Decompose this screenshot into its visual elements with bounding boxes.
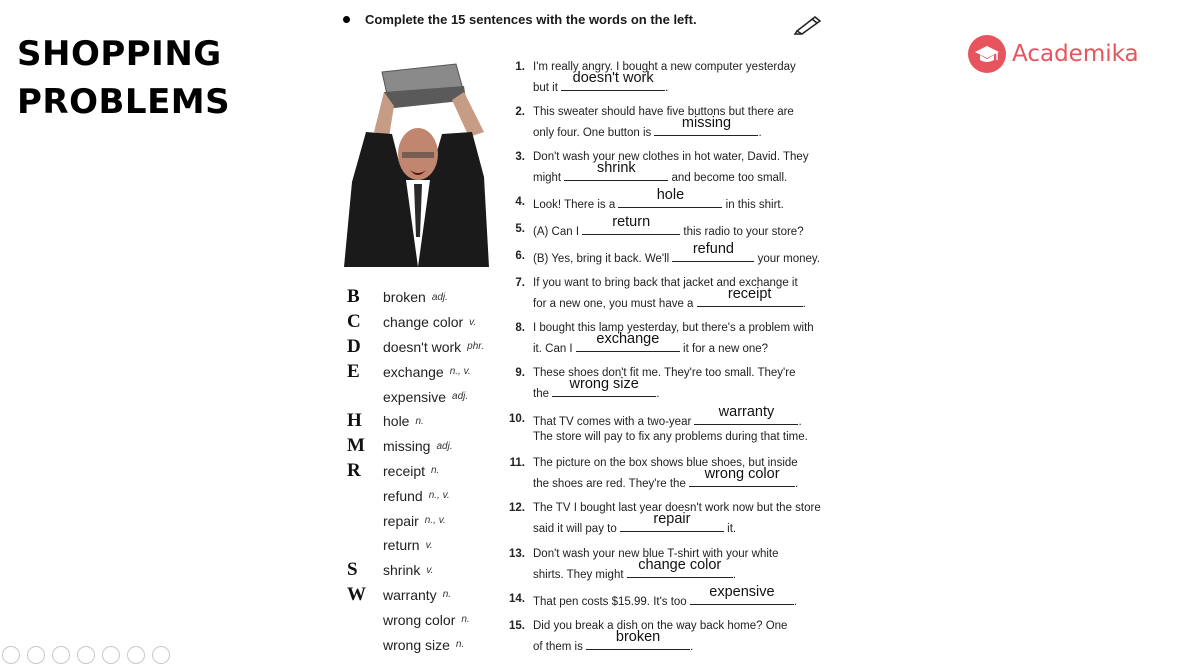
answer-blank[interactable]: exchange xyxy=(576,337,680,352)
answer-blank[interactable]: receipt xyxy=(697,292,803,307)
angry-man-with-laptop-image xyxy=(344,62,489,267)
slides-icon[interactable] xyxy=(77,646,95,664)
instruction xyxy=(343,12,697,27)
answer-blank[interactable]: hole xyxy=(618,193,722,208)
word-list-item: wrong size n. xyxy=(383,636,465,653)
instruction-text: Complete the 15 sentences with the words on the left. xyxy=(365,12,697,27)
word-list-item: W warranty n. xyxy=(347,583,452,605)
answer-blank[interactable]: missing xyxy=(654,121,758,136)
graduation-cap-icon xyxy=(968,35,1006,73)
word-list-item: return v. xyxy=(383,537,433,554)
more-options-icon[interactable] xyxy=(152,646,170,664)
answer-blank[interactable]: wrong color xyxy=(689,472,795,487)
answer-blank[interactable]: return xyxy=(582,220,680,235)
word-list xyxy=(347,285,484,657)
previous-slide-icon[interactable] xyxy=(2,646,20,664)
word-list-item: refund n., v. xyxy=(383,487,450,504)
bullet-icon xyxy=(343,16,350,23)
answer-blank[interactable]: refund xyxy=(672,247,754,262)
logo-text: Academika xyxy=(1012,41,1139,67)
answer-blank[interactable]: repair xyxy=(620,517,724,532)
word-list-item: H hole n. xyxy=(347,410,424,432)
word-list-item: wrong color n. xyxy=(383,611,470,628)
title-line-1: SHOPPING xyxy=(17,34,222,74)
word-list-item: C change color v. xyxy=(347,311,477,333)
word-list-item: E exchange n., v. xyxy=(347,360,471,382)
title-line-2: PROBLEMS xyxy=(17,82,231,122)
word-list-item: S shrink v. xyxy=(347,559,434,581)
word-list-item: D doesn't work phr. xyxy=(347,335,485,357)
zoom-icon[interactable] xyxy=(102,646,120,664)
answer-blank[interactable]: wrong size xyxy=(552,382,656,397)
word-list-item: B broken adj. xyxy=(347,286,448,308)
academika-logo xyxy=(968,35,1139,73)
pen-icon[interactable] xyxy=(52,646,70,664)
answer-blank[interactable]: broken xyxy=(586,635,690,650)
answer-blank[interactable]: change color xyxy=(627,563,733,578)
answer-blank[interactable]: shrink xyxy=(564,166,668,181)
answer-blank[interactable]: warranty xyxy=(694,410,798,425)
word-list-item: expensive adj. xyxy=(383,388,469,405)
word-list-item: M missing adj. xyxy=(347,435,453,457)
page-title xyxy=(17,30,230,126)
slideshow-toolbar xyxy=(2,646,177,664)
word-list-item: R receipt n. xyxy=(347,459,440,481)
next-slide-icon[interactable] xyxy=(27,646,45,664)
word-list-item: repair n., v. xyxy=(383,512,446,529)
pencil-icon xyxy=(793,13,825,40)
answer-blank[interactable]: doesn't work xyxy=(561,76,665,91)
subtitles-icon[interactable] xyxy=(127,646,145,664)
answer-blank[interactable]: expensive xyxy=(690,590,794,605)
